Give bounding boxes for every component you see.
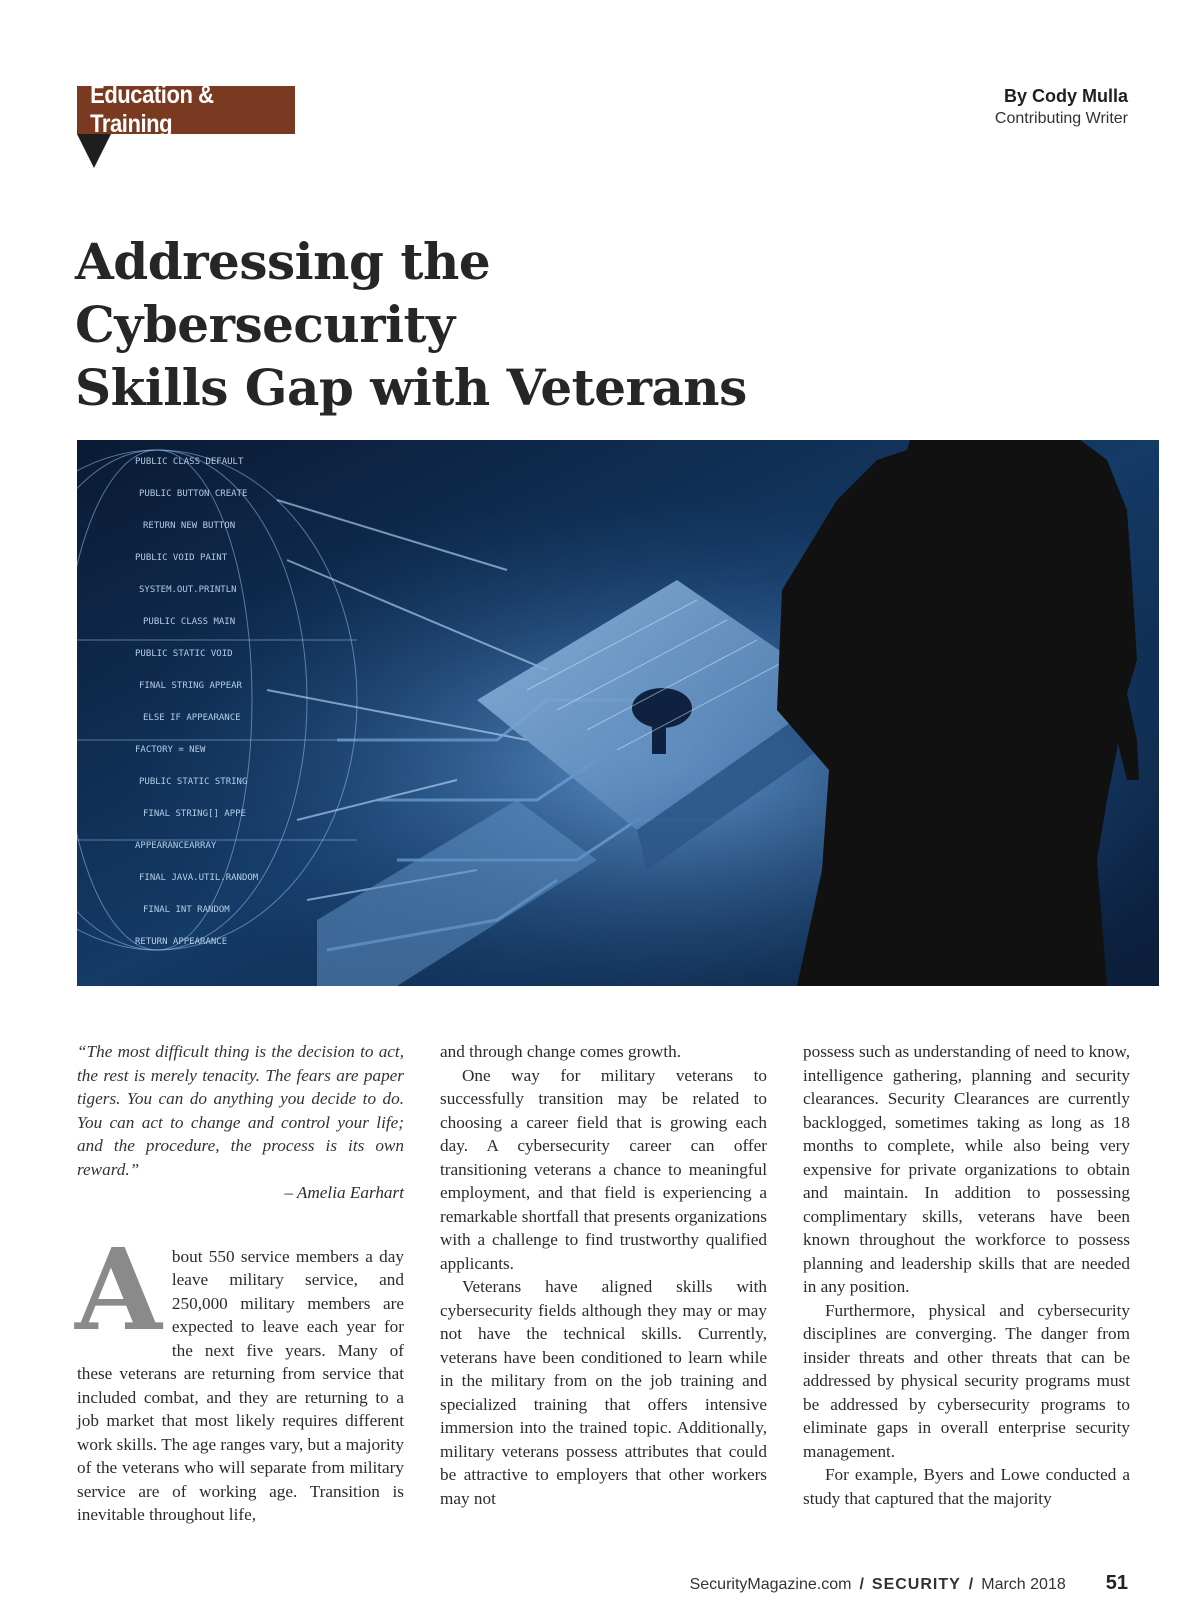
section-tag-label: Education & Training [90,81,214,138]
code-label: PUBLIC VOID PAINT [135,553,228,563]
epigraph-quote: “The most difficult thing is the decision to act, the rest is merely tenacity. The fears are paper tigers. You can do anything you decide to do. You can act to change and control your life; and the procedure, the process is its own reward.” [77,1042,404,1179]
code-label: RETURN NEW BUTTON [143,521,236,531]
code-label: PUBLIC CLASS MAIN [143,617,236,627]
code-label: PUBLIC STATIC VOID [135,649,233,659]
lead-paragraph-text: bout 550 service members a day leave military service, and 250,000 military members are expected to leave each year for the next five years. Many of these veterans are returning from service that included combat, and they are returning to a job market that most likely requires different work skills. The age ranges vary, but a majority of the veterans who will separate from military service are of working age. Transition is inevitable throughout life, [77,1246,404,1524]
code-label: APPEARANCEARRAY [135,841,217,851]
code-label: FINAL STRING APPEAR [139,681,242,691]
page-number: 51 [1105,1572,1128,1594]
drop-cap: A [75,1224,162,1356]
byline-author: By Cody Mulla [1003,86,1128,106]
footer-magazine: SECURITY [871,1576,961,1593]
code-label: ELSE IF APPEARANCE [143,713,241,723]
footer-separator: / [859,1576,864,1593]
footer-separator: / [968,1576,974,1593]
footer-issue: March 2018 [981,1576,1066,1593]
section-tag [77,81,295,138]
code-label: PUBLIC CLASS DEFAULT [135,457,244,467]
article-column-1 [77,1040,404,1527]
code-label: FINAL INT RANDOM [143,905,230,915]
code-label: SYSTEM.OUT.PRINTLN [139,585,237,595]
code-label: PUBLIC BUTTON CREATE [139,489,248,499]
body-paragraph: Furthermore, physical and cybersecurity disciplines are converging. The danger from insider threats and other threats that can be addressed by physical security programs must be addressed by cybersecurity programs to eliminate gaps in overall enterprise security management. [803,1300,1130,1461]
code-label: PUBLIC STATIC STRING [139,777,248,787]
code-label: FINAL JAVA.UTIL.RANDOM [139,873,259,883]
byline-role: Contributing Writer [994,110,1128,127]
article-headline [75,230,875,419]
code-label: RETURN APPEARANCE [135,937,228,947]
epigraph-attribution: – Amelia Earhart [284,1183,404,1202]
lead-paragraph [75,1224,404,1527]
article-column-2 [440,1040,767,1510]
headline-line-1: Addressing the Cybersecurity [75,232,491,354]
body-paragraph: and through change comes growth. [440,1042,682,1061]
headline-line-2: Skills Gap with Veterans [75,358,747,417]
body-paragraph: For example, Byers and Lowe conducted a study that captured that the majority [803,1465,1130,1508]
hero-image [77,440,1159,986]
article-column-3 [803,1040,1130,1510]
page-footer [690,1572,1128,1595]
body-paragraph: One way for military veterans to successfully transition may be related to choosing a career field that is growing each day. A cybersecurity career can offer transitioning veterans a chance to meaningful employment, and that field is experiencing a remarkable shortfall that presents organizations with a challenge to find trustworthy qualified applicants. [440,1065,767,1273]
code-label: FINAL STRING[] APPE [143,809,246,819]
footer-site: SecurityMagazine.com [689,1576,852,1593]
body-paragraph: Veterans have aligned skills with cybersecurity fields although they may or may not have the technical skills. Currently, veterans have been conditioned to learn while in the military from on the job training and specialized training that offers intensive immersion into the trained topic. Additionally, military veterans possess attributes that could be attractive to employers that other workers may not [440,1277,767,1508]
code-label: FACTORY = NEW [135,745,206,755]
body-paragraph: possess such as understanding of need to know, intelligence gathering, planning and security clearances. Security Clearances are currently backlogged, sometimes taking as long as 18 months to complete, while also being very expensive for private organizations to obtain and maintain. In addition to possessing complimentary skills, veterans have been known throughout the workforce to possess planning and leadership skills that are needed in any position. [803,1042,1130,1296]
section-tag-pointer [77,134,111,168]
hero-illustration [77,440,1159,986]
byline [995,86,1128,128]
